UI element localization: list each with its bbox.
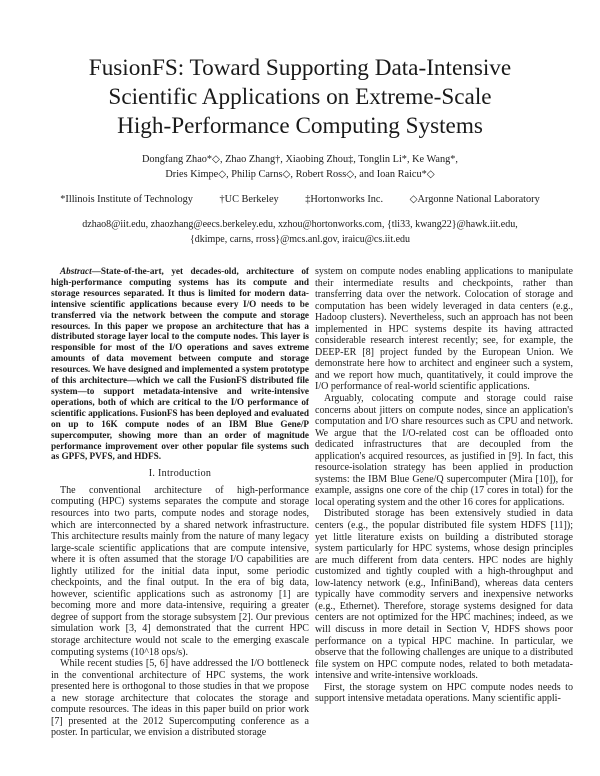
title-line: FusionFS: Toward Supporting Data-Intensive bbox=[88, 55, 512, 81]
affiliation: ‡Hortonworks Inc. bbox=[305, 194, 384, 205]
abstract-lead: Abstract bbox=[60, 266, 92, 276]
email-line: {dkimpe, carns, rross}@mcs.anl.gov, iraicu@cs.iit.edu bbox=[189, 234, 411, 245]
affiliation: †UC Berkeley bbox=[219, 194, 279, 205]
author-line: Dries Kimpe◇, Philip Carns◇, Robert Ross◇, and Ioan Raicu*◇ bbox=[165, 169, 435, 180]
author-line: Dongfang Zhao*◇, Zhao Zhang†, Xiaobing Zhou‡, Tonglin Li*, Ke Wang*, bbox=[142, 154, 458, 165]
body-paragraph: The conventional architecture of high-performance computing (HPC) systems separates the compute and storage resources into two parts, compute nodes and storage nodes, which are interconnected by a shared network infrastructure. This architecture results mainly from the nature of many legacy large-scale scientific applications that are compute intensive, where it is often assumed that the storage I/O capabilities are lightly utilized for the initial data input, some periodic checkpoints, and the final output. In the era of big data, however, scientific applications such as astronomy [1] are becoming more and more data-intensive, requiring a greater degree of support from the storage subsystem [2]. Our previous simulation work [3, 4] demonstrated that the current HPC storage architecture would not scale to the emerging exascale computing systems (10^18 ops/s). bbox=[51, 484, 309, 658]
title-line: Scientific Applications on Extreme-Scale bbox=[108, 84, 492, 110]
abstract bbox=[51, 266, 309, 462]
email-list bbox=[40, 217, 560, 247]
left-column bbox=[51, 266, 309, 739]
section-heading: I. Introduction bbox=[148, 468, 212, 480]
body-paragraph: Distributed storage has been extensively studied in data centers (e.g., the popular distributed file system HDFS [11]); yet little literature exists on building a distributed storage system particularly for HPC systems, whose design principles are much different from data centers. HPC nodes are highly customized and tightly coupled with a high-throughput and low-latency network (e.g., InfiniBand), whereas data centers typically have commodity servers and inexpensive networks (e.g., Ethernet). Therefore, storage systems designed for data centers are not optimized for the HPC machines; indeed, as we will discuss in more detail in Section V, HDFS shows poor performance on a typical HPC machine. In particular, we observe that the following challenges are unique to a distributed file system on HPC compute nodes, related to both metadata-intensive and write-intensive workloads. bbox=[315, 508, 573, 682]
body-paragraph: system on compute nodes enabling applications to manipulate their intermediate results and checkpoints, rather than transferring data over the network. Colocation of storage and computation has been widely leveraged in data centers (e.g., Hadoop clusters). Nevertheless, such an approach has not been implemented in HPC systems despite its having attracted considerable research interest recently; see, for example, the DEEP-ER [8] project funded by the European Union. We demonstrate here how to architect and engineer such a system, and we report how much, quantitatively, it could improve the I/O performance of real-world scientific applications. bbox=[315, 266, 573, 393]
title-line: High-Performance Computing Systems bbox=[117, 113, 483, 139]
affiliations bbox=[40, 193, 560, 206]
abstract-text: —State-of-the-art, yet decades-old, architecture of high-performance computing systems has its compute and storage resources separated. It thus is limited for modern data-intensive scientific applications because every I/O needs to be transferred via the network between the compute and storage resources. In this paper we propose an architecture that has a distributed storage layer local to the compute nodes. This layer is responsible for most of the I/O operations and saves extreme amounts of data movement between compute and storage resources. We have designed and implemented a system prototype of this architecture—which we call the FusionFS distributed file system—to support metadata-intensive and write-intensive operations, both of which are critical to the I/O performance of scientific applications. FusionFS has been deployed and evaluated on up to 16K compute nodes of an IBM Blue Gene/P supercomputer, showing more than an order of magnitude performance improvement over other popular file systems such as GPFS, PVFS, and HDFS. bbox=[51, 266, 309, 462]
author-list bbox=[40, 152, 560, 182]
body-paragraph: While recent studies [5, 6] have addressed the I/O bottleneck in the conventional architecture of HPC systems, the work presented here is orthogonal to those studies in that we propose a new storage architecture that colocates the storage and compute resources. The ideas in this paper build on prior work [7] presented at the 2012 Supercomputing conference as a poster. In particular, we envision a distributed storage bbox=[51, 658, 309, 739]
body-paragraph: First, the storage system on HPC compute nodes needs to support intensive metadata operations. Many scientific appli- bbox=[315, 681, 573, 705]
affiliation: *Illinois Institute of Technology bbox=[60, 194, 193, 205]
email-line: dzhao8@iit.edu, zhaozhang@eecs.berkeley.edu, xzhou@hortonworks.com, {tli33, kwang22}@hawk.iit.edu, bbox=[82, 219, 518, 230]
body-paragraph: Arguably, colocating compute and storage could raise concerns about jitters on compute nodes, since an application's computation and I/O share resources such as CPU and network. We argue that the I/O-related cost can be offloaded onto dedicated infrastructures that are decoupled from the application's acquired resources, as justified in [9]. In fact, this resource-isolation strategy has been applied in production systems: the IBM Blue Gene/Q supercomputer (Mira [10]), for example, assigns one core of the chip (17 cores in total) for the local operating system and the other 16 cores for applications. bbox=[315, 393, 573, 508]
paper-title bbox=[40, 54, 560, 141]
right-column bbox=[315, 266, 573, 705]
affiliation: ◇Argonne National Laboratory bbox=[409, 194, 540, 205]
